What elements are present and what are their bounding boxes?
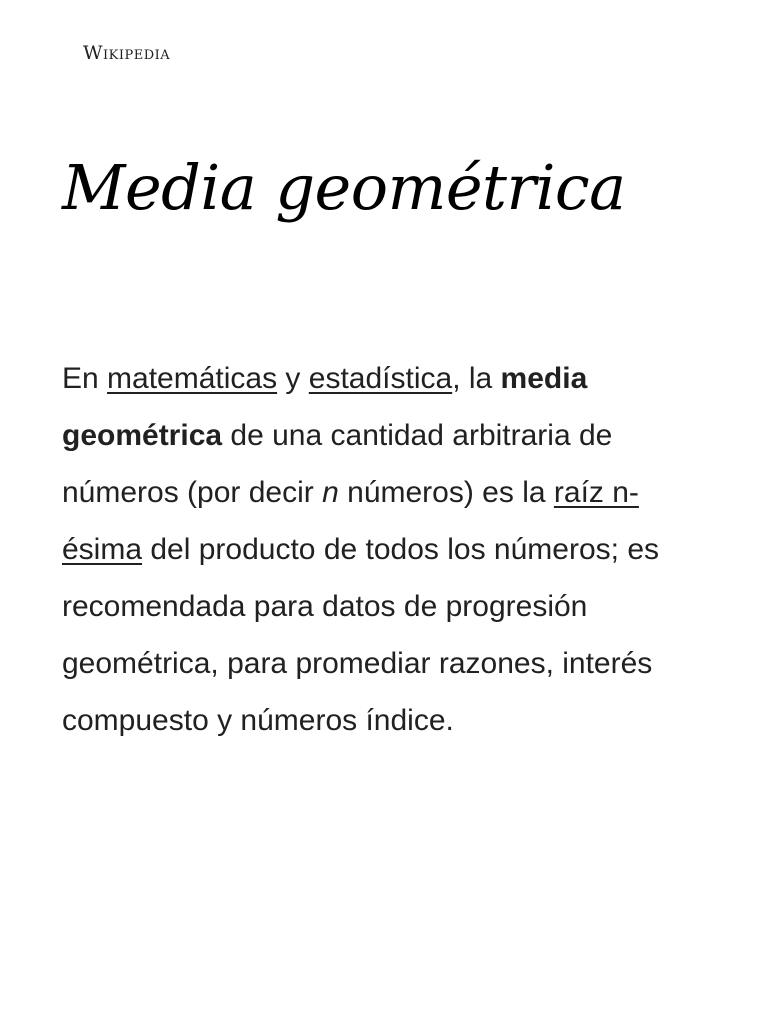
intro-text: números) es la bbox=[338, 476, 554, 509]
link-estadistica[interactable]: estadística bbox=[308, 362, 453, 395]
intro-text: , la bbox=[452, 362, 501, 395]
link-matematicas[interactable]: matemáticas bbox=[107, 362, 278, 395]
link-raiz-n-esima[interactable]: raíz n-ésima bbox=[62, 476, 639, 566]
wikipedia-wordmark[interactable]: Wikipedia bbox=[83, 42, 171, 64]
intro-text: En bbox=[62, 362, 108, 395]
intro-text: y bbox=[277, 362, 309, 395]
italic-variable: n bbox=[322, 476, 339, 509]
page-title: Media geométrica bbox=[62, 151, 626, 224]
bold-term: media geométrica bbox=[62, 362, 588, 452]
intro-text: del producto de todos los números; es recomendada para datos de progresión geométrica, para promediar razones, interés compuesto y números índice. bbox=[62, 533, 660, 737]
intro-text: de una cantidad arbitraria de números (por decir bbox=[62, 419, 613, 509]
article-intro-paragraph bbox=[62, 350, 702, 749]
